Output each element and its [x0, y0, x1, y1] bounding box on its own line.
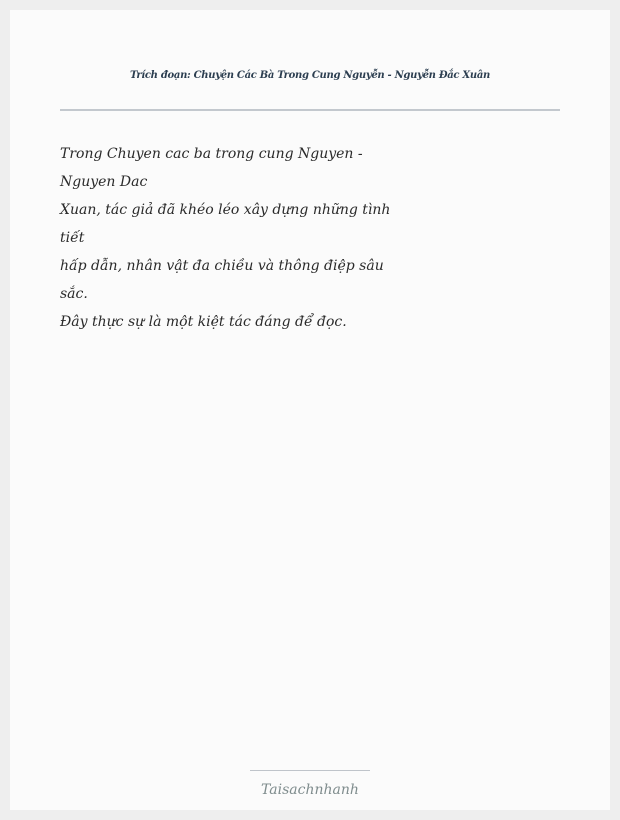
- excerpt-line: Xuan, tác giả đã khéo léo xây dựng những tình: [60, 202, 391, 218]
- excerpt-line: Nguyen Dac: [60, 174, 148, 190]
- excerpt-body: [60, 140, 391, 336]
- excerpt-line: tiết: [60, 230, 85, 246]
- footer-divider: [250, 770, 370, 771]
- excerpt-line: sắc.: [60, 286, 88, 302]
- excerpt-line: Đây thực sự là một kiệt tác đáng để đọc.: [60, 314, 347, 330]
- document-page: [10, 10, 610, 810]
- title-divider: [60, 109, 560, 111]
- footer-brand: Taisachnhanh: [261, 782, 359, 798]
- excerpt-line: Trong Chuyen cac ba trong cung Nguyen -: [60, 146, 363, 162]
- excerpt-line: hấp dẫn, nhân vật đa chiều và thông điệp sâu: [60, 258, 384, 274]
- page-title: Trích đoạn: Chuyện Các Bà Trong Cung Nguyễn - Nguyễn Đắc Xuân: [130, 70, 490, 81]
